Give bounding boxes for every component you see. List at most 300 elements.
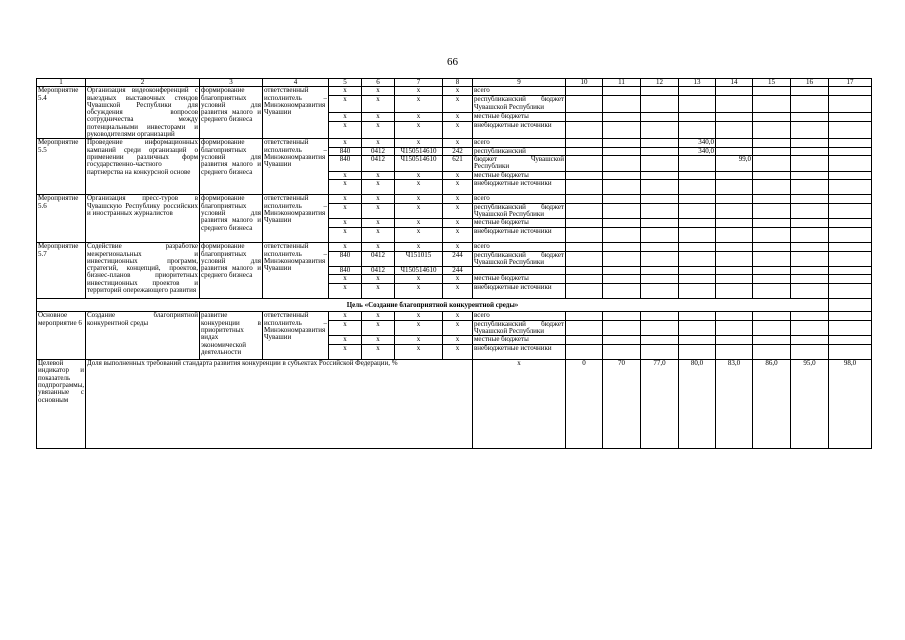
amount-cell — [829, 179, 872, 195]
code-target: х — [395, 336, 443, 344]
amount-cell — [829, 267, 872, 275]
amount-cell — [603, 96, 641, 113]
amount-cell — [753, 320, 791, 336]
indicator-value: 77,0 — [641, 360, 679, 449]
amount-cell — [753, 171, 791, 179]
amount-cell — [679, 113, 716, 122]
code-grbs: х — [329, 219, 362, 227]
code-section: х — [362, 195, 395, 203]
event-goal: формирование благоприятных условий для развития малого и среднего бизнеса — [200, 139, 263, 195]
event-executor: ответственный исполнитель – Минэкономразвития Чувашии — [263, 139, 329, 195]
amount-cell — [791, 251, 829, 267]
amount-cell — [753, 113, 791, 122]
event-executor: ответственный исполнитель – Минэкономразвития Чувашии — [263, 312, 329, 360]
code-target: Ч151015 — [395, 251, 443, 267]
column-header: 5 — [329, 79, 362, 87]
amount-cell — [603, 344, 641, 360]
code-section: х — [362, 227, 395, 243]
amount-cell — [679, 344, 716, 360]
amount-cell — [716, 336, 753, 344]
funding-source: республиканский бюджет Чувашской Республики — [474, 251, 564, 266]
amount-cell — [791, 283, 829, 299]
funding-source: всего — [473, 139, 566, 147]
event-executor: ответственный исполнитель – Минэкономразвития Чувашии — [263, 87, 329, 139]
amount-cell — [829, 227, 872, 243]
amount-cell — [603, 171, 641, 179]
amount-cell — [679, 320, 716, 336]
amount-cell — [566, 171, 603, 179]
code-grbs: 840 — [329, 251, 362, 267]
code-grbs: 840 — [329, 147, 362, 155]
amount-cell — [679, 227, 716, 243]
amount-cell — [791, 147, 829, 155]
amount-cell — [566, 155, 603, 171]
amount-cell — [641, 195, 679, 203]
amount-cell — [603, 139, 641, 147]
amount-cell — [641, 243, 679, 251]
amount-cell: 99,0 — [716, 155, 753, 171]
amount-cell — [603, 147, 641, 155]
code-expense: х — [443, 275, 473, 283]
indicator-value: 86,0 — [753, 360, 791, 449]
amount-cell — [603, 275, 641, 283]
amount-cell — [603, 87, 641, 96]
event-name: Проведение информационных кампаний среди организаций о применении различных форм государственно-частного партнерства на конкурсной основе — [86, 139, 200, 195]
column-header: 2 — [86, 79, 200, 87]
amount-cell — [603, 179, 641, 195]
amount-cell — [753, 139, 791, 147]
amount-cell — [829, 251, 872, 267]
code-expense: 621 — [443, 155, 473, 171]
amount-cell — [679, 171, 716, 179]
code-section: х — [362, 87, 395, 96]
code-grbs: х — [329, 283, 362, 299]
amount-cell — [603, 243, 641, 251]
amount-cell — [603, 227, 641, 243]
funding-source: всего — [473, 87, 566, 96]
amount-cell — [716, 122, 753, 139]
amount-cell — [791, 171, 829, 179]
indicator-value: 0 — [566, 360, 603, 449]
amount-cell — [679, 96, 716, 113]
amount-cell — [566, 227, 603, 243]
amount-cell — [716, 171, 753, 179]
code-expense: х — [443, 227, 473, 243]
amount-cell — [566, 219, 603, 227]
amount-cell — [566, 113, 603, 122]
code-section: х — [362, 243, 395, 251]
amount-cell — [753, 96, 791, 113]
amount-cell: 340,0 — [679, 139, 716, 147]
amount-cell — [716, 96, 753, 113]
column-header: 12 — [641, 79, 679, 87]
amount-cell — [566, 243, 603, 251]
amount-cell — [829, 312, 872, 320]
code-expense: х — [443, 87, 473, 96]
amount-cell — [829, 344, 872, 360]
code-grbs: х — [329, 195, 362, 203]
amount-cell — [753, 227, 791, 243]
code-grbs: х — [329, 336, 362, 344]
code-section: 0412 — [362, 251, 395, 267]
code-target: Ч150514610 — [395, 267, 443, 275]
code-expense: х — [443, 179, 473, 195]
funding-source: всего — [473, 312, 566, 320]
amount-cell — [829, 122, 872, 139]
code-grbs: х — [329, 179, 362, 195]
amount-cell — [791, 195, 829, 203]
amount-cell — [716, 195, 753, 203]
code-section: х — [362, 171, 395, 179]
amount-cell — [566, 267, 603, 275]
amount-cell — [641, 344, 679, 360]
code-grbs: х — [329, 122, 362, 139]
amount-cell — [791, 87, 829, 96]
code-section: х — [362, 320, 395, 336]
column-header: 13 — [679, 79, 716, 87]
amount-cell — [716, 147, 753, 155]
amount-cell — [641, 251, 679, 267]
funding-source: внебюджетные источники — [473, 344, 566, 360]
code-section: х — [362, 219, 395, 227]
amount-cell — [829, 243, 872, 251]
code-section: х — [362, 336, 395, 344]
amount-cell — [603, 283, 641, 299]
code-target: х — [395, 312, 443, 320]
amount-cell — [566, 203, 603, 219]
amount-cell — [716, 344, 753, 360]
table-row — [37, 195, 872, 203]
amount-cell — [679, 155, 716, 171]
code-grbs: х — [329, 320, 362, 336]
code-grbs: х — [329, 275, 362, 283]
funding-source: внебюджетные источники — [473, 122, 566, 139]
amount-cell — [791, 275, 829, 283]
amount-cell — [603, 336, 641, 344]
amount-cell — [679, 275, 716, 283]
amount-cell — [716, 87, 753, 96]
amount-cell — [716, 139, 753, 147]
code-section: х — [362, 139, 395, 147]
code-grbs: х — [329, 96, 362, 113]
amount-cell — [603, 251, 641, 267]
column-header: 14 — [716, 79, 753, 87]
column-header: 9 — [473, 79, 566, 87]
amount-cell — [603, 195, 641, 203]
amount-cell — [566, 122, 603, 139]
code-target: х — [395, 203, 443, 219]
indicator-value: 98,0 — [829, 360, 872, 449]
amount-cell — [829, 275, 872, 283]
amount-cell — [753, 122, 791, 139]
code-section: х — [362, 203, 395, 219]
amount-cell — [641, 113, 679, 122]
amount-cell — [641, 275, 679, 283]
amount-cell — [753, 275, 791, 283]
amount-cell — [753, 344, 791, 360]
code-section: х — [362, 113, 395, 122]
funding-source: местные бюджеты — [473, 336, 566, 344]
amount-cell — [679, 312, 716, 320]
code-expense: х — [443, 320, 473, 336]
amount-cell — [753, 312, 791, 320]
amount-cell — [679, 251, 716, 267]
amount-cell — [641, 122, 679, 139]
indicator-label: Целевой индикатор и показатель подпрограммы, увязанные с основным — [37, 360, 86, 449]
funding-source: местные бюджеты — [473, 113, 566, 122]
amount-cell — [566, 251, 603, 267]
amount-cell — [716, 219, 753, 227]
code-expense: х — [443, 139, 473, 147]
code-grbs: х — [329, 113, 362, 122]
event-id: Основное мероприятие 6 — [37, 312, 86, 360]
amount-cell — [641, 219, 679, 227]
amount-cell — [641, 87, 679, 96]
amount-cell — [791, 320, 829, 336]
amount-cell — [566, 283, 603, 299]
funding-source: внебюджетные источники — [473, 179, 566, 195]
column-header: 7 — [395, 79, 443, 87]
amount-cell — [603, 203, 641, 219]
column-header: 4 — [263, 79, 329, 87]
amount-cell — [716, 283, 753, 299]
code-target: Ч150514610 — [395, 155, 443, 171]
amount-cell — [641, 336, 679, 344]
amount-cell — [791, 122, 829, 139]
amount-cell — [753, 336, 791, 344]
amount-cell — [791, 344, 829, 360]
amount-cell — [603, 219, 641, 227]
code-target: Ч150514610 — [395, 147, 443, 155]
indicator-value: 83,0 — [716, 360, 753, 449]
amount-cell — [753, 243, 791, 251]
event-goal: формирование благоприятных условий для развития малого и среднего бизнеса — [200, 243, 263, 299]
amount-cell — [716, 203, 753, 219]
funding-source: республиканский — [473, 147, 566, 155]
amount-cell — [791, 96, 829, 113]
code-grbs: 840 — [329, 267, 362, 275]
amount-cell — [566, 147, 603, 155]
table-row — [37, 243, 872, 251]
funding-source: всего — [473, 195, 566, 203]
amount-cell — [679, 283, 716, 299]
amount-cell — [753, 155, 791, 171]
page-number: 66 — [447, 56, 458, 68]
funding-source: республиканский бюджет Чувашской Республики — [473, 96, 566, 113]
funding-source: местные бюджеты — [473, 171, 566, 179]
amount-cell — [716, 243, 753, 251]
goal-row — [37, 299, 872, 312]
amount-cell — [791, 243, 829, 251]
indicator-text: Доля выполненных требований стандарта развития конкуренции в субъектах Российской Федерации, % — [86, 360, 473, 449]
code-expense: х — [443, 344, 473, 360]
code-expense: х — [443, 243, 473, 251]
amount-cell — [679, 203, 716, 219]
program-table — [36, 78, 872, 449]
amount-cell — [679, 267, 716, 275]
amount-cell — [566, 336, 603, 344]
column-header: 16 — [791, 79, 829, 87]
funding-source: внебюджетные источники — [473, 227, 566, 243]
amount-cell — [603, 267, 641, 275]
column-header: 11 — [603, 79, 641, 87]
event-executor: ответственный исполнитель – Минэкономразвития Чувашии — [263, 243, 329, 299]
code-section: х — [362, 96, 395, 113]
amount-cell — [829, 203, 872, 219]
amount-cell — [641, 171, 679, 179]
amount-cell — [753, 267, 791, 275]
funding-source: бюджет Чувашской Республики — [474, 155, 564, 171]
code-section: 0412 — [362, 155, 395, 171]
column-header: 10 — [566, 79, 603, 87]
amount-cell — [603, 155, 641, 171]
amount-cell — [641, 320, 679, 336]
funding-source: республиканский бюджет Чувашской Республики — [474, 203, 564, 219]
code-grbs: 840 — [329, 155, 362, 171]
event-id: Мероприятие 5.6 — [37, 195, 86, 243]
amount-cell — [753, 147, 791, 155]
header-row — [37, 79, 872, 87]
code-expense: 244 — [443, 251, 473, 267]
table-row — [37, 139, 872, 147]
table-row — [37, 312, 872, 320]
indicator-row — [37, 360, 872, 449]
column-header: 1 — [37, 79, 86, 87]
amount-cell — [603, 320, 641, 336]
code-target: х — [395, 113, 443, 122]
code-expense: х — [443, 312, 473, 320]
amount-cell — [753, 87, 791, 96]
code-expense: х — [443, 113, 473, 122]
code-section: х — [362, 283, 395, 299]
amount-cell — [716, 251, 753, 267]
amount-cell — [641, 147, 679, 155]
amount-cell — [716, 320, 753, 336]
code-grbs: х — [329, 344, 362, 360]
amount-cell — [829, 336, 872, 344]
event-goal: формирование благоприятных условий для развития малого и среднего бизнеса — [200, 195, 263, 243]
amount-cell — [679, 87, 716, 96]
amount-cell — [829, 171, 872, 179]
event-name: Содействие разработке межрегиональных и инвестиционных программ, стратегий, концепций, проектов, бизнес-планов приоритетных инвестиционных проектов и территорий опережающего развития — [86, 243, 200, 299]
code-expense: 244 — [443, 267, 473, 275]
code-section: х — [362, 344, 395, 360]
code-expense: х — [443, 283, 473, 299]
amount-cell: 340,0 — [679, 147, 716, 155]
code-section: 0412 — [362, 267, 395, 275]
amount-cell — [791, 203, 829, 219]
funding-source: внебюджетные источники — [473, 283, 566, 299]
amount-cell — [791, 312, 829, 320]
code-grbs: х — [329, 227, 362, 243]
funding-source: местные бюджеты — [473, 219, 566, 227]
code-target: х — [395, 179, 443, 195]
indicator-value: 80,0 — [679, 360, 716, 449]
amount-cell — [641, 96, 679, 113]
amount-cell — [829, 139, 872, 147]
code-target: х — [395, 227, 443, 243]
amount-cell — [566, 275, 603, 283]
code-expense: х — [443, 219, 473, 227]
amount-cell — [641, 283, 679, 299]
amount-cell — [791, 179, 829, 195]
amount-cell — [829, 155, 872, 171]
column-header: 6 — [362, 79, 395, 87]
code-expense: х — [443, 336, 473, 344]
code-grbs: х — [329, 312, 362, 320]
event-id: Мероприятие 5.5 — [37, 139, 86, 195]
amount-cell — [829, 195, 872, 203]
event-name: Создание благоприятной конкурентной среды — [86, 312, 200, 360]
code-target: х — [395, 275, 443, 283]
goal-title: Цель «Создание благоприятной конкурентной среды» — [37, 299, 829, 312]
code-grbs: х — [329, 171, 362, 179]
code-expense: 242 — [443, 147, 473, 155]
amount-cell — [829, 87, 872, 96]
code-section: х — [362, 275, 395, 283]
code-target: х — [395, 96, 443, 113]
amount-cell — [641, 203, 679, 219]
event-goal: развитие конкуренции в приоритетных видах экономической деятельности — [200, 312, 263, 360]
code-target: х — [395, 171, 443, 179]
amount-cell — [753, 179, 791, 195]
amount-cell — [829, 283, 872, 299]
column-header: 17 — [829, 79, 872, 87]
amount-cell — [753, 251, 791, 267]
amount-cell — [566, 139, 603, 147]
event-id: Мероприятие 5.4 — [37, 87, 86, 139]
funding-source: местные бюджеты — [473, 275, 566, 283]
amount-cell — [566, 87, 603, 96]
code-grbs: х — [329, 87, 362, 96]
code-expense: х — [443, 122, 473, 139]
code-grbs: х — [329, 139, 362, 147]
amount-cell — [829, 219, 872, 227]
empty-cell — [829, 299, 872, 312]
amount-cell — [566, 312, 603, 320]
code-target: х — [395, 320, 443, 336]
indicator-value: 70 — [603, 360, 641, 449]
column-header: 15 — [753, 79, 791, 87]
amount-cell — [829, 147, 872, 155]
amount-cell — [641, 155, 679, 171]
funding-source: всего — [473, 243, 566, 251]
event-name: Организация пресс-туров в Чувашскую Республику российских и иностранных журналистов — [86, 195, 200, 243]
event-goal: формирование благоприятных условий для развития малого и среднего бизнеса — [200, 87, 263, 139]
amount-cell — [679, 179, 716, 195]
amount-cell — [641, 179, 679, 195]
code-target: х — [395, 243, 443, 251]
amount-cell — [679, 336, 716, 344]
funding-source: республиканский бюджет Чувашской Республики — [474, 320, 564, 335]
indicator-x: х — [473, 360, 566, 449]
event-name: Организация видеоконференций с выездных выставочных стендов Чувашской Республики для обсуждения вопросов сотрудничества между потенциальными инвесторами и руководителями организаций — [87, 86, 198, 139]
amount-cell — [679, 195, 716, 203]
amount-cell — [791, 113, 829, 122]
amount-cell — [753, 203, 791, 219]
amount-cell — [679, 219, 716, 227]
amount-cell — [641, 227, 679, 243]
amount-cell — [566, 179, 603, 195]
code-expense: х — [443, 171, 473, 179]
amount-cell — [791, 139, 829, 147]
amount-cell — [753, 195, 791, 203]
amount-cell — [566, 320, 603, 336]
code-grbs: х — [329, 243, 362, 251]
amount-cell — [566, 195, 603, 203]
amount-cell — [791, 155, 829, 171]
code-target: х — [395, 344, 443, 360]
